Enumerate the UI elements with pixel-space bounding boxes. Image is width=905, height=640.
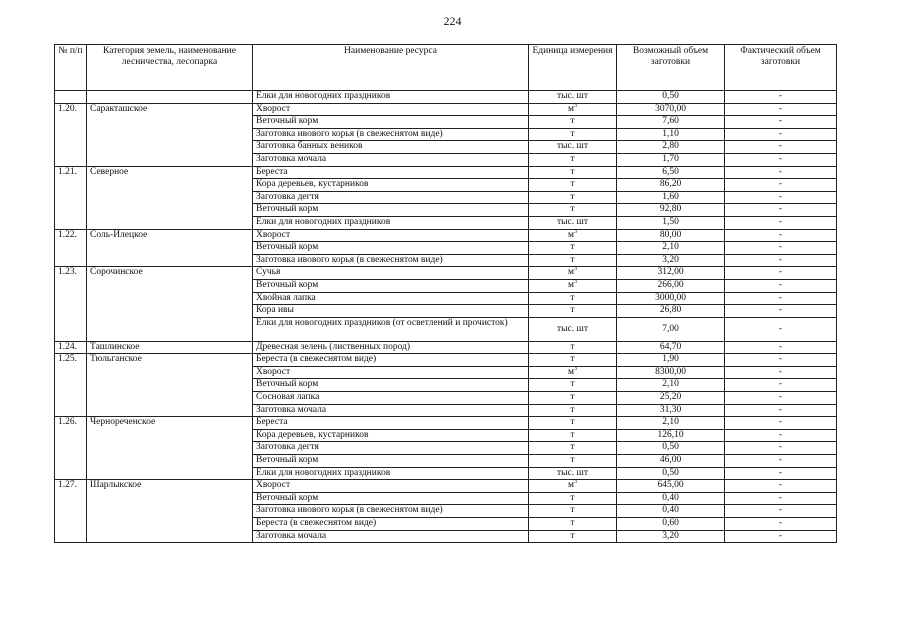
actual-volume: - bbox=[725, 341, 837, 354]
table-row bbox=[55, 267, 837, 280]
header-resource: Наименование ресурса bbox=[253, 45, 529, 91]
actual-volume: - bbox=[725, 179, 837, 192]
possible-volume: 2,80 bbox=[617, 141, 725, 154]
resource-name: Береста (в свежеснятом виде) bbox=[253, 354, 529, 367]
possible-volume: 25,20 bbox=[617, 392, 725, 405]
resource-name: Береста (в свежеснятом виде) bbox=[253, 518, 529, 531]
possible-volume: 312,00 bbox=[617, 267, 725, 280]
forestry-name: Северное bbox=[87, 166, 253, 229]
header-actual-volume: Фактический объем заготовки bbox=[725, 45, 837, 91]
resource-name: Кора ивы bbox=[253, 305, 529, 318]
resource-name: Елки для новогодних праздников (от осветлений и прочисток) bbox=[253, 317, 529, 341]
forestry-name: Саракташское bbox=[87, 103, 253, 166]
actual-volume: - bbox=[725, 267, 837, 280]
forestry-name: Тюльганское bbox=[87, 354, 253, 417]
unit-label: м bbox=[567, 366, 574, 377]
actual-volume: - bbox=[725, 254, 837, 267]
possible-volume: 3070,00 bbox=[617, 103, 725, 116]
unit-cell bbox=[529, 417, 617, 430]
actual-volume: - bbox=[725, 467, 837, 480]
unit-cell bbox=[529, 166, 617, 179]
resource-name: Веточный корм bbox=[253, 242, 529, 255]
table-row bbox=[55, 229, 837, 242]
unit-label: т bbox=[570, 128, 575, 139]
resource-table bbox=[54, 44, 837, 543]
possible-volume: 0,50 bbox=[617, 467, 725, 480]
unit-label: т bbox=[570, 442, 575, 453]
resource-name: Веточный корм bbox=[253, 455, 529, 468]
possible-volume: 3,20 bbox=[617, 530, 725, 543]
actual-volume: - bbox=[725, 305, 837, 318]
resource-name: Заготовка мочала bbox=[253, 404, 529, 417]
unit-cell bbox=[529, 116, 617, 129]
resource-name: Веточный корм bbox=[253, 379, 529, 392]
possible-volume: 645,00 bbox=[617, 480, 725, 493]
table-row bbox=[55, 341, 837, 354]
row-number: 1.21. bbox=[55, 166, 87, 229]
unit-cell bbox=[529, 103, 617, 116]
row-number: 1.20. bbox=[55, 103, 87, 166]
actual-volume: - bbox=[725, 279, 837, 292]
unit-cell bbox=[529, 254, 617, 267]
unit-cell bbox=[529, 467, 617, 480]
table-row bbox=[55, 417, 837, 430]
unit-cell bbox=[529, 317, 617, 341]
unit-label: тыс. шт bbox=[557, 323, 588, 334]
actual-volume: - bbox=[725, 91, 837, 104]
possible-volume: 0,40 bbox=[617, 492, 725, 505]
unit-cell bbox=[529, 429, 617, 442]
unit-superscript: 3 bbox=[574, 228, 577, 235]
unit-label: т bbox=[570, 518, 575, 528]
actual-volume: - bbox=[725, 404, 837, 417]
table-body bbox=[55, 91, 837, 543]
actual-volume: - bbox=[725, 480, 837, 493]
possible-volume: 3,20 bbox=[617, 254, 725, 267]
resource-name: Хворост bbox=[253, 366, 529, 379]
forestry-name: Ташлинское bbox=[87, 341, 253, 354]
actual-volume: - bbox=[725, 103, 837, 116]
possible-volume: 64,70 bbox=[617, 341, 725, 354]
unit-cell bbox=[529, 442, 617, 455]
unit-cell bbox=[529, 229, 617, 242]
row-number: 1.23. bbox=[55, 267, 87, 341]
resource-name: Хворост bbox=[253, 480, 529, 493]
actual-volume: - bbox=[725, 141, 837, 154]
unit-cell bbox=[529, 91, 617, 104]
unit-label: т bbox=[570, 417, 575, 428]
actual-volume: - bbox=[725, 492, 837, 505]
resource-name: Заготовка ивового корья (в свежеснятом виде) bbox=[253, 254, 529, 267]
unit-cell bbox=[529, 492, 617, 505]
resource-name: Заготовка мочала bbox=[253, 530, 529, 543]
actual-volume: - bbox=[725, 242, 837, 255]
possible-volume: 0,50 bbox=[617, 91, 725, 104]
unit-superscript: 3 bbox=[574, 278, 577, 285]
resource-name: Береста bbox=[253, 166, 529, 179]
possible-volume: 0,60 bbox=[617, 518, 725, 531]
unit-superscript: 3 bbox=[574, 365, 577, 372]
possible-volume: 3000,00 bbox=[617, 292, 725, 305]
unit-label: т bbox=[570, 191, 575, 202]
possible-volume: 1,10 bbox=[617, 128, 725, 141]
actual-volume: - bbox=[725, 354, 837, 367]
resource-name: Сосновая лапка bbox=[253, 392, 529, 405]
unit-cell bbox=[529, 242, 617, 255]
table-header-row bbox=[55, 45, 837, 91]
unit-cell bbox=[529, 404, 617, 417]
possible-volume: 266,00 bbox=[617, 279, 725, 292]
resource-name: Елки для новогодних праздников bbox=[253, 467, 529, 480]
table-row bbox=[55, 103, 837, 116]
resource-name: Елки для новогодних праздников bbox=[253, 91, 529, 104]
actual-volume: - bbox=[725, 530, 837, 543]
possible-volume: 2,10 bbox=[617, 379, 725, 392]
actual-volume: - bbox=[725, 505, 837, 518]
unit-label: м bbox=[567, 279, 574, 290]
page-number: 224 bbox=[443, 14, 462, 28]
row-number: 1.24. bbox=[55, 341, 87, 354]
resource-name: Веточный корм bbox=[253, 279, 529, 292]
actual-volume: - bbox=[725, 216, 837, 229]
unit-cell bbox=[529, 392, 617, 405]
unit-cell bbox=[529, 179, 617, 192]
row-number: 1.22. bbox=[55, 229, 87, 267]
actual-volume: - bbox=[725, 204, 837, 217]
actual-volume: - bbox=[725, 292, 837, 305]
row-number: 1.25. bbox=[55, 354, 87, 417]
possible-volume: 31,30 bbox=[617, 404, 725, 417]
resource-name: Древесная зелень (лиственных пород) bbox=[253, 341, 529, 354]
actual-volume: - bbox=[725, 429, 837, 442]
possible-volume: 6,50 bbox=[617, 166, 725, 179]
possible-volume: 92,80 bbox=[617, 204, 725, 217]
unit-label: т bbox=[570, 305, 575, 316]
unit-cell bbox=[529, 379, 617, 392]
possible-volume: 0,50 bbox=[617, 442, 725, 455]
actual-volume: - bbox=[725, 417, 837, 430]
forestry-name bbox=[87, 91, 253, 104]
unit-label: т bbox=[570, 354, 575, 365]
actual-volume: - bbox=[725, 442, 837, 455]
header-unit: Единица измерения bbox=[529, 45, 617, 91]
unit-label: тыс. шт bbox=[557, 141, 588, 152]
unit-cell bbox=[529, 518, 617, 531]
resource-name: Веточный корм bbox=[253, 116, 529, 129]
unit-label: т bbox=[570, 292, 575, 303]
resource-name: Хворост bbox=[253, 103, 529, 116]
unit-cell bbox=[529, 354, 617, 367]
unit-superscript: 3 bbox=[574, 102, 577, 109]
header-possible-volume: Возможный объем заготовки bbox=[617, 45, 725, 91]
actual-volume: - bbox=[725, 166, 837, 179]
unit-cell bbox=[529, 505, 617, 518]
actual-volume: - bbox=[725, 379, 837, 392]
actual-volume: - bbox=[725, 392, 837, 405]
forestry-name: Шарлыкское bbox=[87, 480, 253, 543]
unit-cell bbox=[529, 341, 617, 354]
possible-volume: 26,80 bbox=[617, 305, 725, 318]
unit-superscript: 3 bbox=[574, 479, 577, 486]
possible-volume: 1,60 bbox=[617, 191, 725, 204]
unit-label: т bbox=[570, 204, 575, 215]
unit-cell bbox=[529, 530, 617, 543]
actual-volume: - bbox=[725, 191, 837, 204]
unit-label: т bbox=[570, 530, 575, 541]
unit-cell bbox=[529, 141, 617, 154]
table-row bbox=[55, 354, 837, 367]
unit-label: т bbox=[570, 492, 575, 503]
unit-cell bbox=[529, 267, 617, 280]
unit-label: т bbox=[570, 254, 575, 265]
unit-cell bbox=[529, 153, 617, 166]
unit-cell bbox=[529, 455, 617, 468]
table-row bbox=[55, 480, 837, 493]
resource-name: Веточный корм bbox=[253, 204, 529, 217]
resource-name: Хвойная лапка bbox=[253, 292, 529, 305]
unit-label: т bbox=[570, 116, 575, 127]
unit-label: т bbox=[570, 392, 575, 403]
actual-volume: - bbox=[725, 317, 837, 341]
unit-cell bbox=[529, 366, 617, 379]
resource-name: Заготовка ивового корья (в свежеснятом виде) bbox=[253, 505, 529, 518]
unit-label: м bbox=[567, 267, 574, 278]
unit-label: т bbox=[570, 505, 575, 516]
resource-name: Заготовка дегтя bbox=[253, 191, 529, 204]
resource-name: Хворост bbox=[253, 229, 529, 242]
actual-volume: - bbox=[725, 455, 837, 468]
unit-label: т bbox=[570, 242, 575, 253]
possible-volume: 1,50 bbox=[617, 216, 725, 229]
resource-name: Заготовка мочала bbox=[253, 153, 529, 166]
resource-name: Заготовка дегтя bbox=[253, 442, 529, 455]
unit-label: тыс. шт bbox=[557, 216, 588, 227]
resource-name: Елки для новогодних праздников bbox=[253, 216, 529, 229]
unit-cell bbox=[529, 128, 617, 141]
possible-volume: 2,10 bbox=[617, 417, 725, 430]
unit-label: м bbox=[567, 229, 574, 240]
unit-label: м bbox=[567, 480, 574, 491]
resource-name: Веточный корм bbox=[253, 492, 529, 505]
actual-volume: - bbox=[725, 518, 837, 531]
possible-volume: 1,70 bbox=[617, 153, 725, 166]
unit-label: т bbox=[570, 429, 575, 440]
unit-cell bbox=[529, 480, 617, 493]
header-no: № п/п bbox=[55, 45, 87, 91]
possible-volume: 126,10 bbox=[617, 429, 725, 442]
resource-name: Сучья bbox=[253, 267, 529, 280]
unit-cell bbox=[529, 216, 617, 229]
unit-cell bbox=[529, 305, 617, 318]
unit-label: т bbox=[570, 379, 575, 390]
possible-volume: 86,20 bbox=[617, 179, 725, 192]
unit-label: тыс. шт bbox=[557, 91, 588, 101]
possible-volume: 80,00 bbox=[617, 229, 725, 242]
actual-volume: - bbox=[725, 116, 837, 129]
actual-volume: - bbox=[725, 229, 837, 242]
unit-label: т bbox=[570, 455, 575, 466]
forestry-name: Сорочинское bbox=[87, 267, 253, 341]
actual-volume: - bbox=[725, 153, 837, 166]
unit-superscript: 3 bbox=[574, 266, 577, 273]
resource-name: Береста bbox=[253, 417, 529, 430]
table-row bbox=[55, 91, 837, 104]
unit-label: т bbox=[570, 179, 575, 190]
unit-cell bbox=[529, 279, 617, 292]
unit-label: тыс. шт bbox=[557, 467, 588, 478]
unit-label: т bbox=[570, 166, 575, 177]
possible-volume: 2,10 bbox=[617, 242, 725, 255]
actual-volume: - bbox=[725, 128, 837, 141]
resource-name: Заготовка ивового корья (в свежеснятом виде) bbox=[253, 128, 529, 141]
row-number: 1.26. bbox=[55, 417, 87, 480]
unit-cell bbox=[529, 292, 617, 305]
possible-volume: 7,00 bbox=[617, 317, 725, 341]
forestry-name: Чернореченское bbox=[87, 417, 253, 480]
unit-label: т bbox=[570, 153, 575, 164]
possible-volume: 46,00 bbox=[617, 455, 725, 468]
possible-volume: 1,90 bbox=[617, 354, 725, 367]
unit-label: м bbox=[567, 103, 574, 114]
header-category: Категория земель, наименование лесничества, лесопарка bbox=[87, 45, 253, 91]
possible-volume: 7,60 bbox=[617, 116, 725, 129]
table-row bbox=[55, 166, 837, 179]
unit-cell bbox=[529, 204, 617, 217]
row-number: 1.27. bbox=[55, 480, 87, 543]
resource-name: Кора деревьев, кустарников bbox=[253, 429, 529, 442]
possible-volume: 0,40 bbox=[617, 505, 725, 518]
unit-label: т bbox=[570, 341, 575, 352]
resource-name: Кора деревьев, кустарников bbox=[253, 179, 529, 192]
unit-label: т bbox=[570, 404, 575, 415]
row-number bbox=[55, 91, 87, 104]
possible-volume: 8300,00 bbox=[617, 366, 725, 379]
resource-name: Заготовка банных веников bbox=[253, 141, 529, 154]
actual-volume: - bbox=[725, 366, 837, 379]
forestry-name: Соль-Илецкое bbox=[87, 229, 253, 267]
unit-cell bbox=[529, 191, 617, 204]
